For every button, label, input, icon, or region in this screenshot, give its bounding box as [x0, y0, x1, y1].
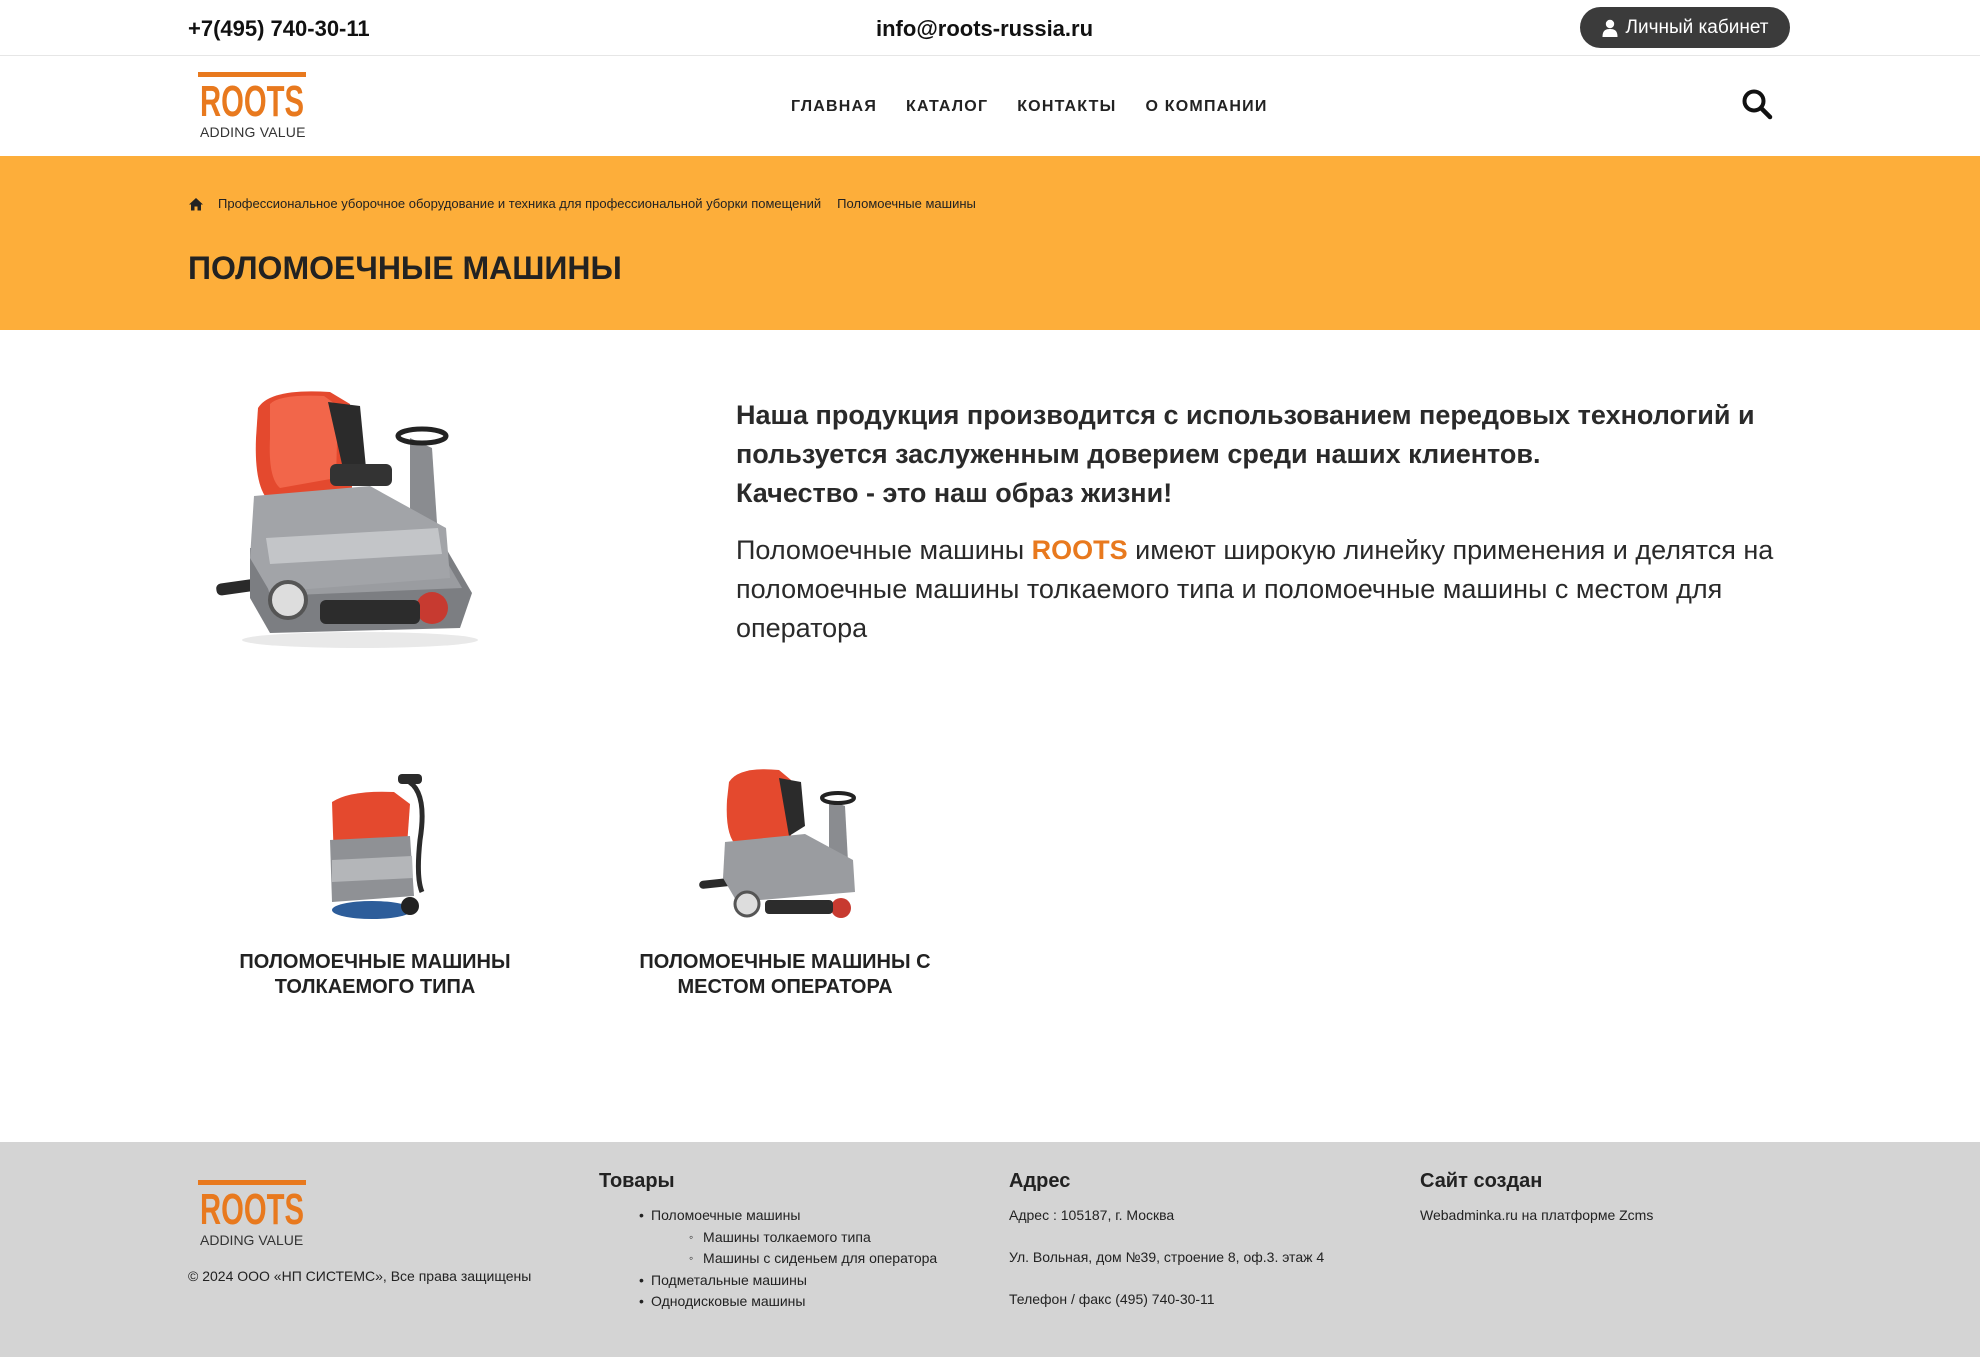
svg-text:ROOTS: ROOTS: [200, 1185, 304, 1234]
breadcrumb: [188, 196, 976, 211]
footer-goods: [599, 1170, 937, 1313]
street-line: Ул. Вольная, дом №39, строение 8, оф.3. этаж 4: [1009, 1249, 1325, 1265]
page-title: ПОЛОМОЕЧНЫЕ МАШИНЫ: [188, 250, 622, 286]
footer-sublink[interactable]: ◦ Машины толкаемого типа: [599, 1227, 937, 1249]
user-icon: [1602, 19, 1618, 37]
phone-fax-line: Телефон / факс (495) 740-30-11: [1009, 1291, 1215, 1307]
intro-section: [736, 396, 1796, 648]
footer-link[interactable]: • Однодисковые машины: [599, 1291, 937, 1313]
ride-on-scrubber-image: [695, 760, 875, 930]
breadcrumb-current: Поломоечные машины: [837, 196, 976, 211]
home-icon[interactable]: [188, 197, 204, 211]
footer-goods-list: [599, 1205, 937, 1313]
category-title: [595, 950, 975, 1000]
logo-tagline: ADDING VALUE: [200, 1232, 304, 1248]
footer-goods-title: Товары: [599, 1170, 675, 1192]
main-nav: [791, 98, 1297, 116]
site-footer: [0, 1142, 1980, 1357]
intro-lead: [736, 396, 1796, 513]
footer-logo[interactable]: [196, 1178, 308, 1252]
category-title-line-1: ПОЛОМОЕЧНЫЕ МАШИНЫ С: [639, 951, 931, 973]
personal-account-button[interactable]: [1580, 7, 1790, 48]
intro-lead-line-2: Качество - это наш образ жизни!: [736, 478, 1173, 508]
phone-link[interactable]: +7(495) 740-30-11: [188, 16, 370, 41]
intro-lead-line-1: Наша продукция производится с использованием передовых технологий и пользуется заслуженным доверием среди наших клиентов.: [736, 400, 1755, 469]
nav-item-contacts[interactable]: КОНТАКТЫ: [1017, 98, 1117, 115]
page-banner: [0, 156, 1980, 330]
svg-text:ROOTS: ROOTS: [200, 77, 304, 126]
search-icon[interactable]: [1741, 88, 1773, 120]
footer-address-title: Адрес: [1009, 1170, 1071, 1192]
breadcrumb-item[interactable]: Профессиональное уборочное оборудование и техника для профессиональной уборки помещений: [218, 196, 822, 211]
intro-desc-start: Поломоечные машины: [736, 535, 1032, 565]
footer-site-title: Сайт создан: [1420, 1170, 1543, 1192]
footer-link[interactable]: • Поломоечные машины: [599, 1205, 937, 1227]
brand-name: ROOTS: [1031, 535, 1128, 565]
top-bar: [0, 0, 1980, 56]
category-title: [185, 950, 565, 1000]
walk-behind-scrubber-image: [310, 760, 440, 930]
intro-description: [736, 531, 1796, 648]
developer-link[interactable]: Webadminka.ru на платформе Zcms: [1420, 1207, 1654, 1223]
category-card-ride-on[interactable]: [595, 760, 975, 1000]
site-header: [0, 56, 1980, 156]
category-card-walk-behind[interactable]: [185, 760, 565, 1000]
footer-sublink[interactable]: ◦ Машины с сиденьем для оператора: [599, 1248, 937, 1270]
footer-site-credits: [1420, 1170, 1653, 1226]
footer-address: [1009, 1170, 1324, 1310]
site-logo[interactable]: [196, 70, 308, 144]
copyright: © 2024 ООО «НП СИСТЕМС», Все права защищены: [188, 1268, 532, 1284]
intro-desc-end: имеют широкую линейку применения и делятся на поломоечные машины толкаемого типа и поломоечные машины с местом для оператора: [736, 535, 1774, 643]
category-title-line-2: МЕСТОМ ОПЕРАТОРА: [677, 976, 893, 998]
footer-link[interactable]: • Подметальные машины: [599, 1270, 937, 1292]
category-title-line-2: ТОЛКАЕМОГО ТИПА: [274, 976, 476, 998]
email-link[interactable]: info@roots-russia.ru: [876, 16, 1094, 41]
logo-tagline: ADDING VALUE: [200, 124, 306, 140]
category-title-line-1: ПОЛОМОЕЧНЫЕ МАШИНЫ: [239, 951, 511, 973]
nav-item-home[interactable]: ГЛАВНАЯ: [791, 98, 878, 115]
roots-logo-mark: [198, 70, 306, 126]
nav-item-catalog[interactable]: КАТАЛОГ: [906, 98, 989, 115]
personal-account-label: Личный кабинет: [1625, 16, 1769, 38]
address-line: Адрес : 105187, г. Москва: [1009, 1207, 1175, 1223]
roots-logo-mark: [198, 1178, 306, 1234]
ride-on-scrubber-image: [210, 378, 490, 656]
nav-item-about[interactable]: О КОМПАНИИ: [1145, 98, 1268, 115]
